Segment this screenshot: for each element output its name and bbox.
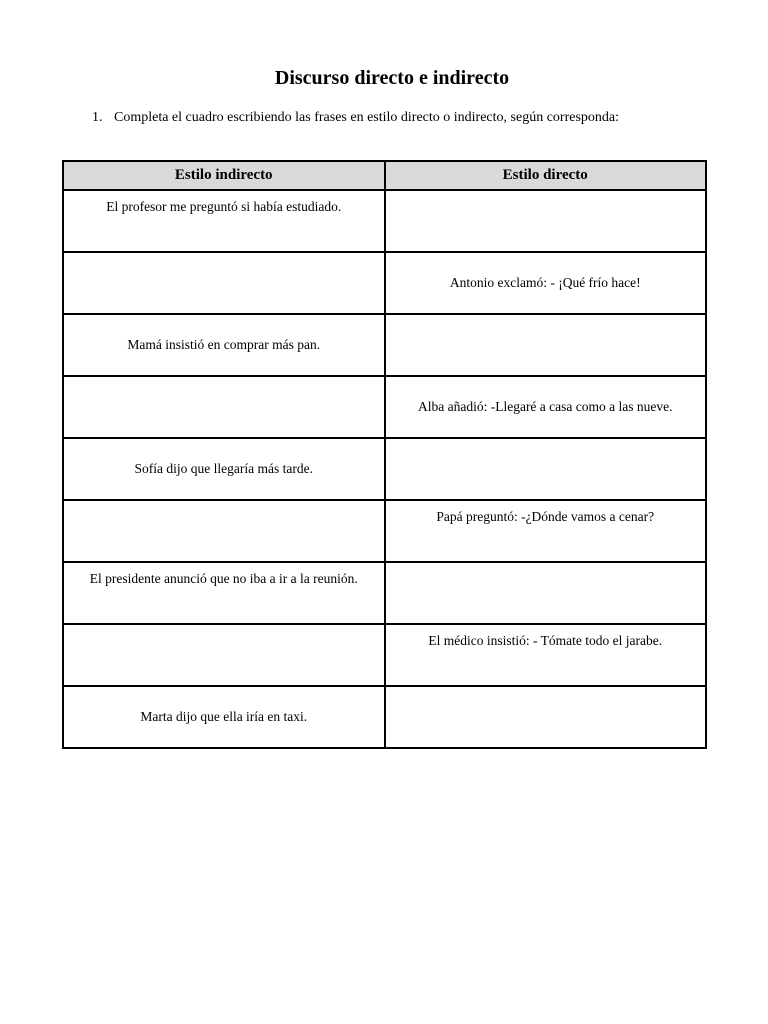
header-direct: Estilo directo bbox=[385, 161, 707, 190]
table-row bbox=[63, 500, 706, 562]
cell-indirect[interactable] bbox=[63, 624, 385, 686]
exercise-table bbox=[62, 160, 707, 749]
cell-direct[interactable]: Antonio exclamó: - ¡Qué frío hace! bbox=[385, 252, 707, 314]
cell-indirect[interactable]: El profesor me preguntó si había estudiado. bbox=[63, 190, 385, 252]
cell-indirect[interactable]: El presidente anunció que no iba a ir a la reunión. bbox=[63, 562, 385, 624]
instruction-number: 1. bbox=[92, 110, 103, 125]
table-row bbox=[63, 562, 706, 624]
table-row bbox=[63, 190, 706, 252]
cell-direct[interactable] bbox=[385, 314, 707, 376]
cell-indirect[interactable] bbox=[63, 376, 385, 438]
cell-indirect[interactable] bbox=[63, 252, 385, 314]
cell-direct[interactable] bbox=[385, 438, 707, 500]
table-row bbox=[63, 376, 706, 438]
table-header-row bbox=[63, 161, 706, 190]
table-row bbox=[63, 624, 706, 686]
table-row bbox=[63, 252, 706, 314]
cell-direct[interactable]: El médico insistió: - Tómate todo el jarabe. bbox=[385, 624, 707, 686]
instruction-text: Completa el cuadro escribiendo las frases en estilo directo o indirecto, según corresponda: bbox=[114, 110, 619, 125]
page-title: Discurso directo e indirecto bbox=[274, 67, 510, 89]
cell-direct[interactable] bbox=[385, 562, 707, 624]
table-row bbox=[63, 438, 706, 500]
cell-direct[interactable]: Papá preguntó: -¿Dónde vamos a cenar? bbox=[385, 500, 707, 562]
cell-direct[interactable] bbox=[385, 686, 707, 748]
cell-indirect[interactable] bbox=[63, 500, 385, 562]
header-indirect: Estilo indirecto bbox=[63, 161, 385, 190]
table-row bbox=[63, 686, 706, 748]
cell-direct[interactable]: Alba añadió: -Llegaré a casa como a las nueve. bbox=[385, 376, 707, 438]
cell-direct[interactable] bbox=[385, 190, 707, 252]
table-row bbox=[63, 314, 706, 376]
instruction bbox=[92, 108, 619, 128]
cell-indirect[interactable]: Mamá insistió en comprar más pan. bbox=[63, 314, 385, 376]
cell-indirect[interactable]: Sofía dijo que llegaría más tarde. bbox=[63, 438, 385, 500]
cell-indirect[interactable]: Marta dijo que ella iría en taxi. bbox=[63, 686, 385, 748]
